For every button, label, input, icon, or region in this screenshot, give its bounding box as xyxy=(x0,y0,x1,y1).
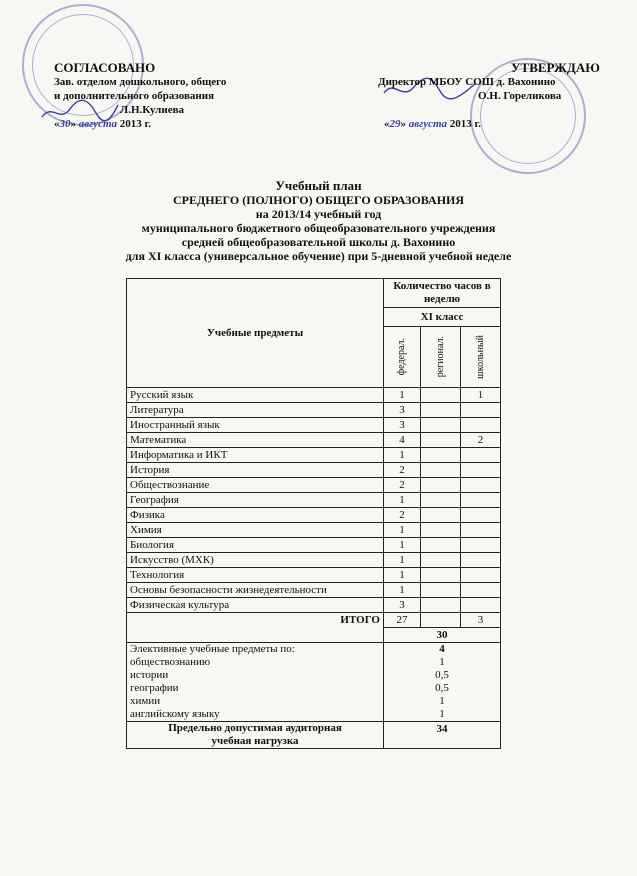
max-load-label xyxy=(127,722,384,749)
federal-cell: 1 xyxy=(384,448,421,463)
total-school: 3 xyxy=(461,613,501,628)
subjects-header: Учебные предметы xyxy=(127,279,384,388)
regional-cell xyxy=(421,523,461,538)
federal-cell: 1 xyxy=(384,538,421,553)
right-date-mid: » xyxy=(400,118,406,130)
subject-cell: Литература xyxy=(127,403,384,418)
school-cell xyxy=(461,538,501,553)
title-line4: муниципального бюджетного общеобразовательного учреждения xyxy=(141,221,496,235)
electives-hours xyxy=(384,643,501,722)
subject-cell: Физическая культура xyxy=(127,598,384,613)
school-cell xyxy=(461,448,501,463)
elective-hours-list xyxy=(387,656,497,721)
col-federal: федерал. xyxy=(396,338,407,376)
federal-cell: 1 xyxy=(384,388,421,403)
right-date-year: 2013 г. xyxy=(449,118,482,130)
max-load-line1: Предельно допустимая аудиторная xyxy=(168,722,342,734)
federal-cell: 1 xyxy=(384,493,421,508)
elective-hours-value: 0,5 xyxy=(435,669,449,681)
table-row xyxy=(127,568,501,583)
table-row xyxy=(127,538,501,553)
elective-name: химии xyxy=(130,695,161,707)
school-cell xyxy=(461,478,501,493)
title-line1: Учебный план xyxy=(275,178,362,193)
col-school-cell xyxy=(461,327,501,388)
max-load-line2: учебная нагрузка xyxy=(211,735,299,747)
school-cell xyxy=(461,583,501,598)
subject-cell: История xyxy=(127,463,384,478)
total-sum: 30 xyxy=(384,628,501,643)
regional-cell xyxy=(421,508,461,523)
left-date-day: 30 xyxy=(59,118,71,130)
subject-cell: Технология xyxy=(127,568,384,583)
left-date xyxy=(54,118,151,130)
school-cell xyxy=(461,463,501,478)
subject-cell: Русский язык xyxy=(127,388,384,403)
subject-cell: Искусство (МХК) xyxy=(127,553,384,568)
federal-cell: 2 xyxy=(384,508,421,523)
regional-cell xyxy=(421,418,461,433)
school-cell xyxy=(461,508,501,523)
right-name: О.Н. Гореликова xyxy=(478,90,562,102)
col-federal-cell xyxy=(384,327,421,388)
regional-cell xyxy=(421,403,461,418)
col-regional-cell xyxy=(421,327,461,388)
regional-cell xyxy=(421,433,461,448)
federal-cell: 3 xyxy=(384,418,421,433)
school-cell xyxy=(461,553,501,568)
electives-names xyxy=(127,643,384,722)
federal-cell: 4 xyxy=(384,433,421,448)
regional-cell xyxy=(421,553,461,568)
total-federal: 27 xyxy=(384,613,421,628)
regional-cell xyxy=(421,388,461,403)
right-date-open: « xyxy=(384,118,390,130)
school-cell xyxy=(461,418,501,433)
left-date-year: 2013 г. xyxy=(119,118,152,130)
regional-cell xyxy=(421,493,461,508)
table-row xyxy=(127,523,501,538)
header-row xyxy=(127,279,501,308)
left-date-month: августа xyxy=(78,118,118,130)
max-load-value: 34 xyxy=(384,722,501,749)
left-date-mid: » xyxy=(70,118,76,130)
regional-cell xyxy=(421,583,461,598)
subject-cell: Химия xyxy=(127,523,384,538)
regional-cell xyxy=(421,463,461,478)
federal-cell: 1 xyxy=(384,523,421,538)
regional-cell xyxy=(421,538,461,553)
subject-cell: Обществознание xyxy=(127,478,384,493)
table-row xyxy=(127,433,501,448)
subject-cell: Математика xyxy=(127,433,384,448)
subject-cell: Физика xyxy=(127,508,384,523)
school-cell: 2 xyxy=(461,433,501,448)
title-line2: СРЕДНЕГО (ПОЛНОГО) ОБЩЕГО ОБРАЗОВАНИЯ xyxy=(172,193,465,207)
regional-cell xyxy=(421,598,461,613)
table-row xyxy=(127,403,501,418)
right-date xyxy=(384,118,481,130)
school-cell: 1 xyxy=(461,388,501,403)
elective-name: географии xyxy=(130,682,179,694)
subject-cell: География xyxy=(127,493,384,508)
title-line6: для XI класса (универсальное обучение) при 5-дневной учебной неделе xyxy=(125,249,512,263)
hours-header: Количество часов в неделю xyxy=(384,279,501,308)
elective-hours-value: 0,5 xyxy=(435,682,449,694)
table-row xyxy=(127,463,501,478)
federal-cell: 2 xyxy=(384,463,421,478)
table-row xyxy=(127,418,501,433)
right-date-day: 29 xyxy=(389,118,401,130)
table-row xyxy=(127,493,501,508)
left-line2: и дополнительного образования xyxy=(54,90,215,102)
regional-cell xyxy=(421,448,461,463)
elective-hours-value: 1 xyxy=(439,708,445,720)
title-line3: на 2013/14 учебный год xyxy=(255,207,382,221)
subject-cell: Иностранный язык xyxy=(127,418,384,433)
subject-rows xyxy=(127,388,501,613)
total-regional xyxy=(421,613,461,628)
elective-hours-value: 1 xyxy=(439,695,445,707)
federal-cell: 3 xyxy=(384,598,421,613)
electives-title: Элективные учебные предметы по: xyxy=(130,643,295,655)
elective-name: обществознанию xyxy=(130,656,211,668)
elective-name: истории xyxy=(130,669,169,681)
class-header: XI класс xyxy=(384,308,501,327)
table-row xyxy=(127,553,501,568)
left-line1: Зав. отделом дошкольного, общего xyxy=(54,76,227,88)
regional-cell xyxy=(421,478,461,493)
electives-total: 4 xyxy=(439,643,445,655)
table-row xyxy=(127,598,501,613)
left-date-open: « xyxy=(54,118,60,130)
total-row xyxy=(127,613,501,628)
subject-cell: Информатика и ИКТ xyxy=(127,448,384,463)
electives-row xyxy=(127,643,501,722)
table-row xyxy=(127,448,501,463)
table-row xyxy=(127,478,501,493)
subject-cell: Основы безопасности жизнедеятельности xyxy=(127,583,384,598)
col-school: школьный xyxy=(474,335,486,379)
regional-cell xyxy=(421,568,461,583)
right-heading: УТВЕРЖДАЮ xyxy=(511,60,600,75)
table-row xyxy=(127,583,501,598)
school-cell xyxy=(461,523,501,538)
col-regional: регионал. xyxy=(434,336,446,378)
right-line1: Директор МБОУ СОШ д. Вахонино xyxy=(378,76,556,88)
max-load-row xyxy=(127,722,501,749)
right-date-month: августа xyxy=(408,118,448,130)
school-cell xyxy=(461,493,501,508)
table-row xyxy=(127,388,501,403)
elective-names-list xyxy=(130,656,380,721)
subject-cell: Биология xyxy=(127,538,384,553)
school-cell xyxy=(461,403,501,418)
table-row xyxy=(127,508,501,523)
federal-cell: 1 xyxy=(384,583,421,598)
left-name: Л.Н.Кулиева xyxy=(120,104,185,116)
title-line5: средней общеобразовательной школы д. Вахонино xyxy=(181,235,456,249)
federal-cell: 1 xyxy=(384,568,421,583)
federal-cell: 1 xyxy=(384,553,421,568)
federal-cell: 3 xyxy=(384,403,421,418)
elective-hours-value: 1 xyxy=(439,656,445,668)
school-cell xyxy=(461,568,501,583)
elective-name: английскому языку xyxy=(130,708,220,720)
federal-cell: 2 xyxy=(384,478,421,493)
left-heading: СОГЛАСОВАНО xyxy=(54,60,156,75)
school-cell xyxy=(461,598,501,613)
curriculum-table xyxy=(126,278,501,749)
total-label: ИТОГО xyxy=(127,613,384,643)
